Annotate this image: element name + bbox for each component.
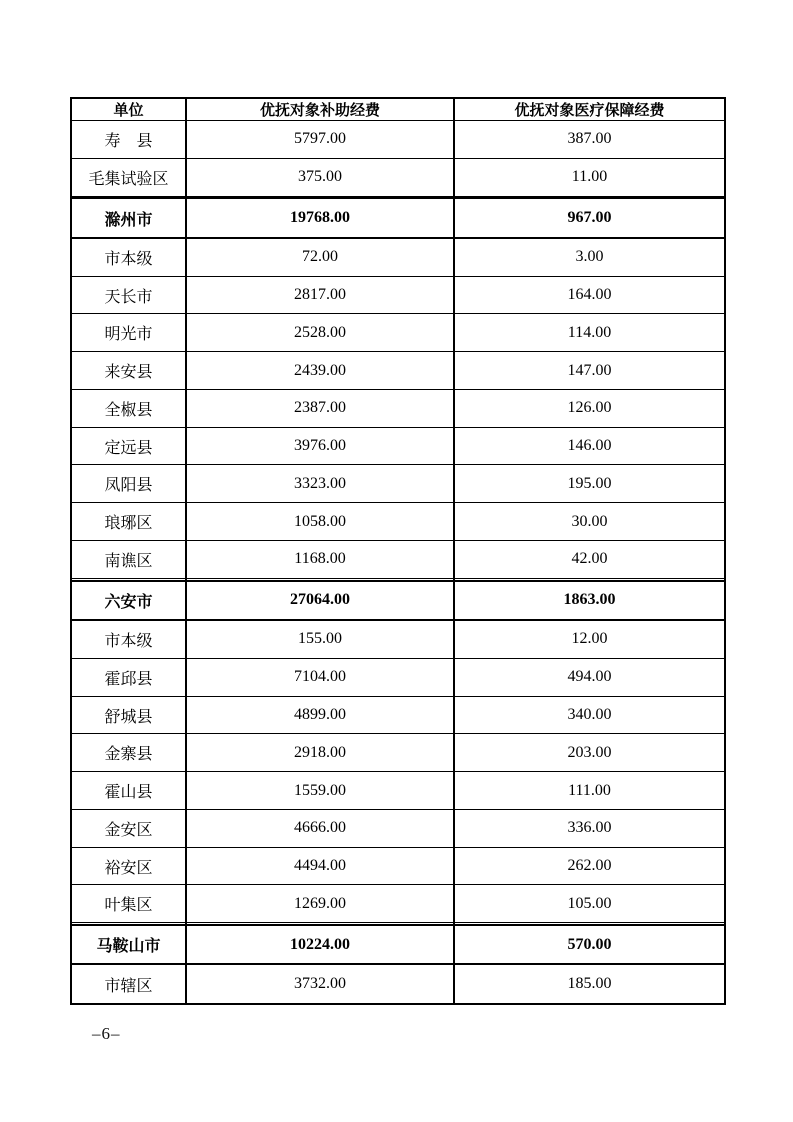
subsidy-cell: 2528.00 bbox=[186, 314, 454, 352]
table-row bbox=[71, 389, 725, 427]
subsidy-cell: 1168.00 bbox=[186, 540, 454, 578]
unit-cell: 来安县 bbox=[71, 352, 186, 390]
group-row bbox=[71, 925, 725, 964]
medical-cell: 1863.00 bbox=[454, 581, 725, 620]
table-row bbox=[71, 238, 725, 277]
unit-cell: 定远县 bbox=[71, 427, 186, 465]
subsidy-cell: 7104.00 bbox=[186, 658, 454, 696]
col-header-unit: 单位 bbox=[71, 98, 186, 121]
subsidy-cell: 155.00 bbox=[186, 620, 454, 659]
medical-cell: 126.00 bbox=[454, 389, 725, 427]
subsidy-cell: 27064.00 bbox=[186, 581, 454, 620]
subsidy-cell: 19768.00 bbox=[186, 198, 454, 237]
unit-cell: 滁州市 bbox=[71, 198, 186, 237]
medical-cell: 570.00 bbox=[454, 925, 725, 964]
medical-cell: 30.00 bbox=[454, 503, 725, 541]
unit-cell: 明光市 bbox=[71, 314, 186, 352]
table-row bbox=[71, 885, 725, 923]
subsidy-cell: 2918.00 bbox=[186, 734, 454, 772]
medical-cell: 146.00 bbox=[454, 427, 725, 465]
table-row bbox=[71, 734, 725, 772]
medical-cell: 164.00 bbox=[454, 276, 725, 314]
medical-cell: 114.00 bbox=[454, 314, 725, 352]
subsidy-cell: 3323.00 bbox=[186, 465, 454, 503]
table-row bbox=[71, 772, 725, 810]
medical-cell: 203.00 bbox=[454, 734, 725, 772]
unit-cell: 市辖区 bbox=[71, 964, 186, 1004]
subsidy-cell: 2439.00 bbox=[186, 352, 454, 390]
col-header-medical: 优抚对象医疗保障经费 bbox=[454, 98, 725, 121]
unit-cell: 毛集试验区 bbox=[71, 158, 186, 196]
subsidy-cell: 3976.00 bbox=[186, 427, 454, 465]
col-header-subsidy: 优抚对象补助经费 bbox=[186, 98, 454, 121]
group-row bbox=[71, 581, 725, 620]
table-row bbox=[71, 696, 725, 734]
medical-cell: 111.00 bbox=[454, 772, 725, 810]
medical-cell: 3.00 bbox=[454, 238, 725, 277]
subsidy-cell: 1058.00 bbox=[186, 503, 454, 541]
unit-cell: 舒城县 bbox=[71, 696, 186, 734]
unit-cell: 南谯区 bbox=[71, 540, 186, 578]
subsidy-cell: 3732.00 bbox=[186, 964, 454, 1004]
unit-cell: 马鞍山市 bbox=[71, 925, 186, 964]
unit-cell: 天长市 bbox=[71, 276, 186, 314]
table-row bbox=[71, 540, 725, 578]
unit-cell: 凤阳县 bbox=[71, 465, 186, 503]
medical-cell: 262.00 bbox=[454, 847, 725, 885]
medical-cell: 336.00 bbox=[454, 809, 725, 847]
table-row bbox=[71, 352, 725, 390]
table-row bbox=[71, 465, 725, 503]
medical-cell: 494.00 bbox=[454, 658, 725, 696]
unit-cell: 叶集区 bbox=[71, 885, 186, 923]
table-row bbox=[71, 121, 725, 159]
table-row bbox=[71, 847, 725, 885]
subsidy-cell: 5797.00 bbox=[186, 121, 454, 159]
subsidy-cell: 1269.00 bbox=[186, 885, 454, 923]
medical-cell: 185.00 bbox=[454, 964, 725, 1004]
table-row bbox=[71, 314, 725, 352]
unit-cell: 霍山县 bbox=[71, 772, 186, 810]
unit-cell: 六安市 bbox=[71, 581, 186, 620]
medical-cell: 387.00 bbox=[454, 121, 725, 159]
unit-cell: 寿 县 bbox=[71, 121, 186, 159]
header-row bbox=[71, 98, 725, 121]
unit-cell: 金寨县 bbox=[71, 734, 186, 772]
unit-cell: 琅琊区 bbox=[71, 503, 186, 541]
table-row bbox=[71, 276, 725, 314]
unit-cell: 金安区 bbox=[71, 809, 186, 847]
subsidy-cell: 2817.00 bbox=[186, 276, 454, 314]
subsidy-cell: 375.00 bbox=[186, 158, 454, 196]
page-number: –6– bbox=[92, 1024, 121, 1043]
medical-cell: 42.00 bbox=[454, 540, 725, 578]
table-row bbox=[71, 427, 725, 465]
table-row bbox=[71, 809, 725, 847]
table-row bbox=[71, 658, 725, 696]
medical-cell: 11.00 bbox=[454, 158, 725, 196]
table-row bbox=[71, 964, 725, 1004]
funding-table bbox=[70, 97, 726, 1005]
unit-cell: 市本级 bbox=[71, 620, 186, 659]
table-row bbox=[71, 503, 725, 541]
subsidy-cell: 72.00 bbox=[186, 238, 454, 277]
medical-cell: 105.00 bbox=[454, 885, 725, 923]
group-row bbox=[71, 198, 725, 237]
medical-cell: 195.00 bbox=[454, 465, 725, 503]
table-row bbox=[71, 158, 725, 196]
unit-cell: 全椒县 bbox=[71, 389, 186, 427]
table-row bbox=[71, 620, 725, 659]
subsidy-cell: 10224.00 bbox=[186, 925, 454, 964]
medical-cell: 12.00 bbox=[454, 620, 725, 659]
subsidy-cell: 1559.00 bbox=[186, 772, 454, 810]
subsidy-cell: 2387.00 bbox=[186, 389, 454, 427]
medical-cell: 967.00 bbox=[454, 198, 725, 237]
unit-cell: 霍邱县 bbox=[71, 658, 186, 696]
unit-cell: 裕安区 bbox=[71, 847, 186, 885]
subsidy-cell: 4494.00 bbox=[186, 847, 454, 885]
medical-cell: 147.00 bbox=[454, 352, 725, 390]
subsidy-cell: 4666.00 bbox=[186, 809, 454, 847]
subsidy-cell: 4899.00 bbox=[186, 696, 454, 734]
unit-cell: 市本级 bbox=[71, 238, 186, 277]
medical-cell: 340.00 bbox=[454, 696, 725, 734]
